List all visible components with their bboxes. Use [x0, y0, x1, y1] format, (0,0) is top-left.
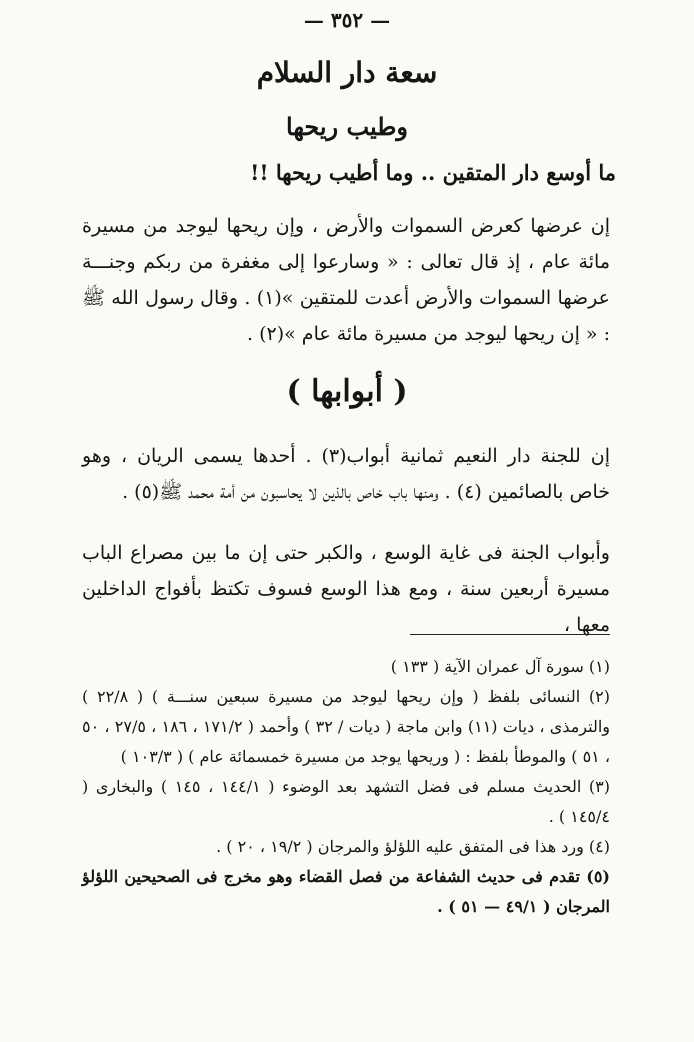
footnote-5: (٥) تقدم فى حديث الشفاعة من فصل القضاء وهو مخرج فى الصحيحين اللؤلؤ المرجان ( ٤٩/١ — ٥١ ) . — [82, 867, 610, 916]
chapter-subtitle: وطيب ريحها — [286, 112, 408, 141]
footnote-3: (٣) الحديث مسلم فى فضل التشهد بعد الوضوء ( ١٤٤/١ ، ١٤٥ ) والبخارى ( ١٤٥/٤ ) . — [82, 777, 610, 826]
paragraph-gates: إن للجنة دار النعيم ثمانية أبواب(٣) . أحدها يسمى الريان ، وهو خاص بالصائمين (٤) . ومنها باب خاص بالذين لا يحاسبون من أمة محمد ﷺ(٥) . — [82, 445, 610, 503]
footnote-4: (٤) ورد هذا فى المتفق عليه اللؤلؤ والمرجان ( ١٩/٢ ، ٢٠ ) . — [216, 837, 610, 856]
footnote-divider — [410, 634, 610, 635]
page-number: — ٣٥٢ — — [303, 8, 391, 32]
section-heading-gates: ( أبوابها ) — [286, 374, 408, 409]
footnote-2: (٢) النسائى بلفظ ( وإن ريحها ليوجد من مسيرة سبعين سنـــة ) ( ٢٢/٨ ) والترمذى ، ديات (١١) وابن ماجة ( ديات / ٣٢ ) وأحمد ( ١٧١/٢ ، ١٨٦ ، ٢٧/٥ ، ٥٠ ، ٥١ ) والموطأ بلفظ : ( وريحها يوجد من مسيرة خمسمائة عام ) ( ١٠٣/٣ ) — [82, 687, 611, 766]
paragraph-gate-width: وأبواب الجنة فى غاية الوسع ، والكبر حتى إن ما بين مصراع الباب مسيرة أربعين سنة ، ومع هذا الوسع فسوف تكتظ بأفواج الداخلين معها ، — [82, 542, 610, 636]
chapter-title: سعة دار السلام — [256, 56, 438, 89]
footnote-1: (١) سورة آل عمران الآية ( ١٣٣ ) — [390, 657, 610, 676]
paragraph-scent: إن عرضها كعرض السموات والأرض ، وإن ريحها ليوجد من مسيرة مائة عام ، إذ قال تعالى : « وسارعوا إلى مغفرة من ربكم وجنـــة عرضها السموات والأرض أعدت للمتقين »(١) . وقال رسول الله ﷺ : « إن ريحها ليوجد من مسيرة مائة عام »(٢) . — [82, 215, 610, 345]
lead-sentence: ما أوسع دار المتقين .. وما أطيب ريحها !! — [250, 160, 616, 185]
footnotes — [82, 652, 610, 922]
